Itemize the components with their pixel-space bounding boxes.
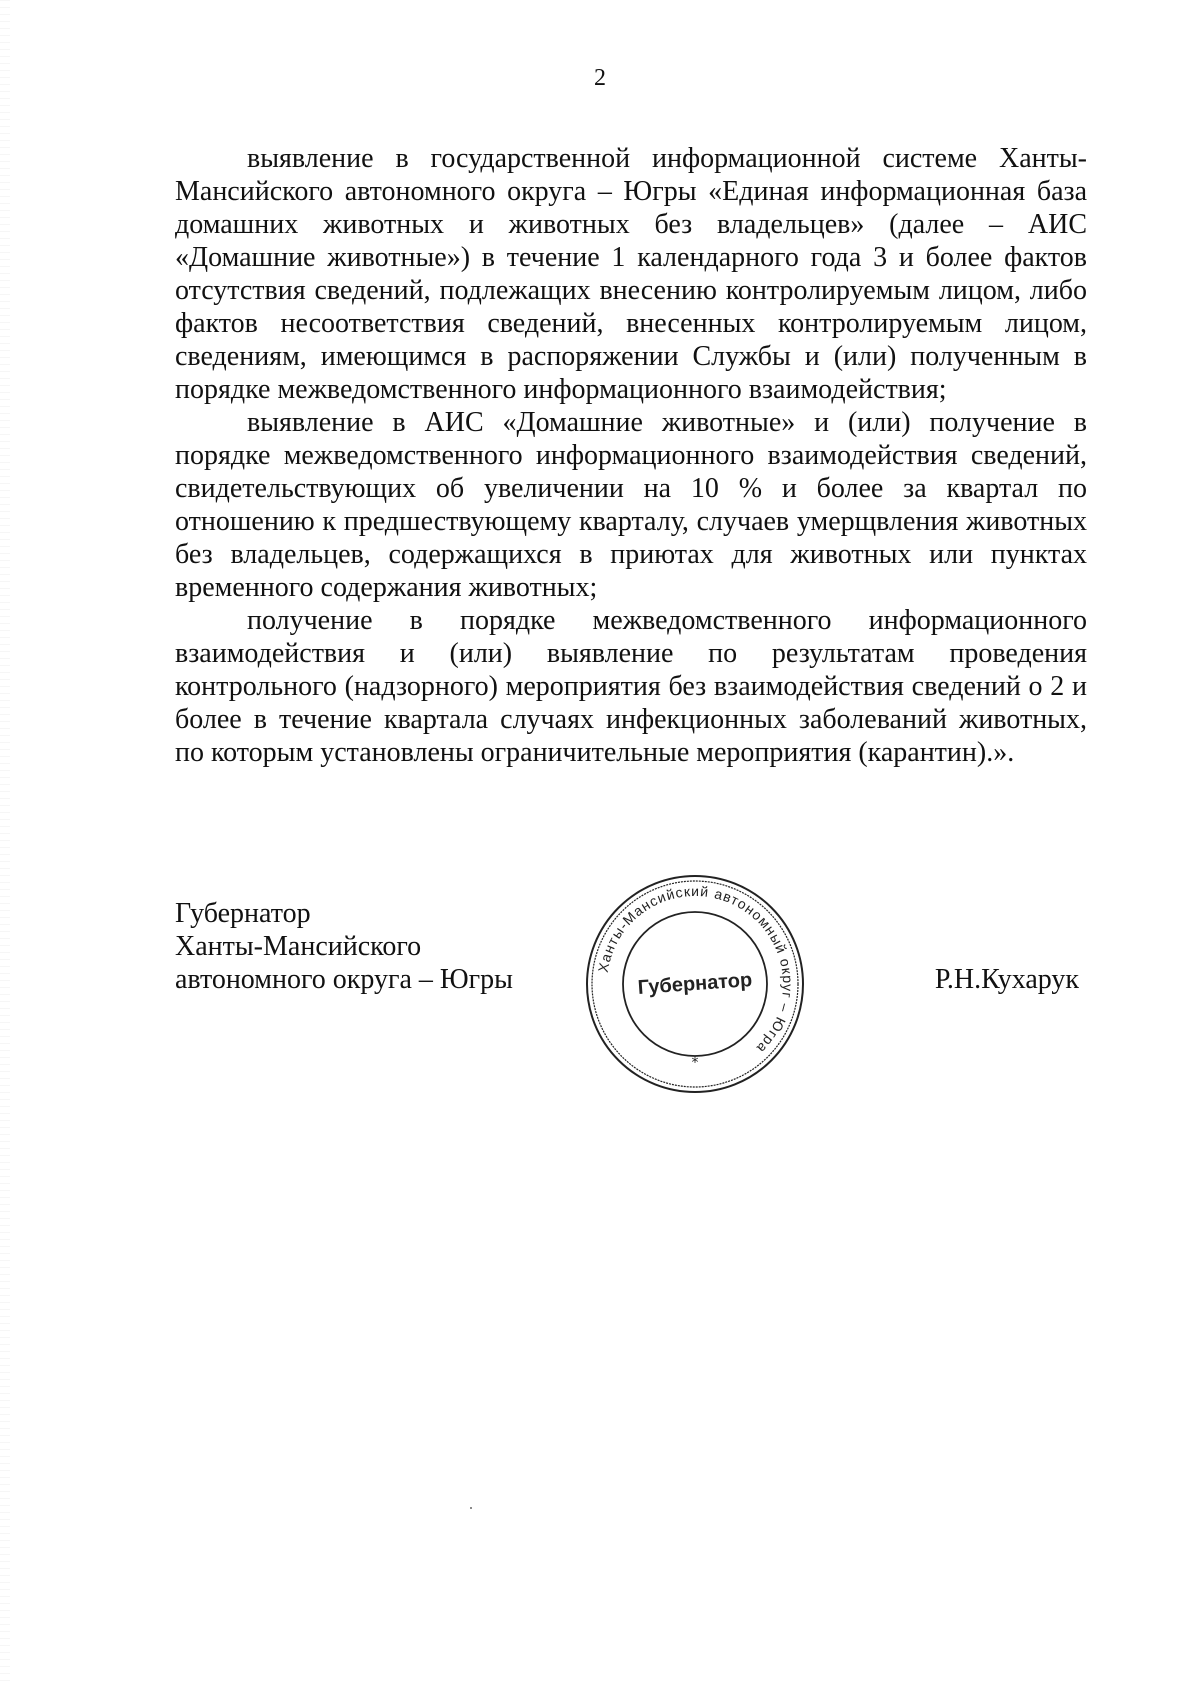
- paragraph-ais-missing-data: выявление в государственной информационной системе Ханты-Мансийского автономного округа – Югры «Единая информационная база домашних животных и животных без владельцев» (далее – АИС «Домашние животные») в течение 1 календарного года 3 и более фактов отсутствия сведений, подлежащих внесению контролируемым лицом, либо фактов несоответствия сведений, внесенных контролируемым лицом, сведениям, имеющимся в распоряжении Службы и (или) полученным в порядке межведомственного информационного взаимодействия;: [175, 143, 1087, 405]
- scan-dot: [470, 1507, 472, 1509]
- stamp-star: *: [691, 1055, 699, 1071]
- scan-edge: [0, 0, 10, 1686]
- official-stamp: [580, 869, 810, 1099]
- page-number: 2: [594, 65, 606, 91]
- signer-title: [175, 897, 575, 996]
- signer-title-line-2: Ханты-Мансийского: [175, 931, 422, 962]
- signer-name: Р.Н.Кухарук: [934, 964, 1079, 995]
- paragraph-killing-increase: выявление в АИС «Домашние животные» и (или) получение в порядке межведомственного информационного взаимодействия сведений, свидетельствующих об увеличении на 10 % и более за квартал по отношению к предшествующему кварталу, случаев умерщвления животных без владельцев, содержащихся в приютах для животных или пунктах временного содержания животных;: [175, 407, 1087, 603]
- paragraph-infectious-diseases: получение в порядке межведомственного информационного взаимодействия и (или) выявление по результатам проведения контрольного (надзорного) мероприятия без взаимодействия сведений о 2 и более в течение квартала случаях инфекционных заболеваний животных, по которым установлены ограничительные мероприятия (карантин).».: [175, 605, 1087, 768]
- document-body: [175, 142, 1087, 769]
- signer-title-line-1: Губернатор: [175, 898, 311, 929]
- signature-block: [175, 882, 1095, 1137]
- stamp-center-text: Губернатор: [637, 969, 753, 999]
- signer-title-line-3: автономного округа – Югры: [175, 964, 513, 995]
- stamp-ring-text: Ханты-Мансийский автономный округ – Югра: [594, 882, 797, 1058]
